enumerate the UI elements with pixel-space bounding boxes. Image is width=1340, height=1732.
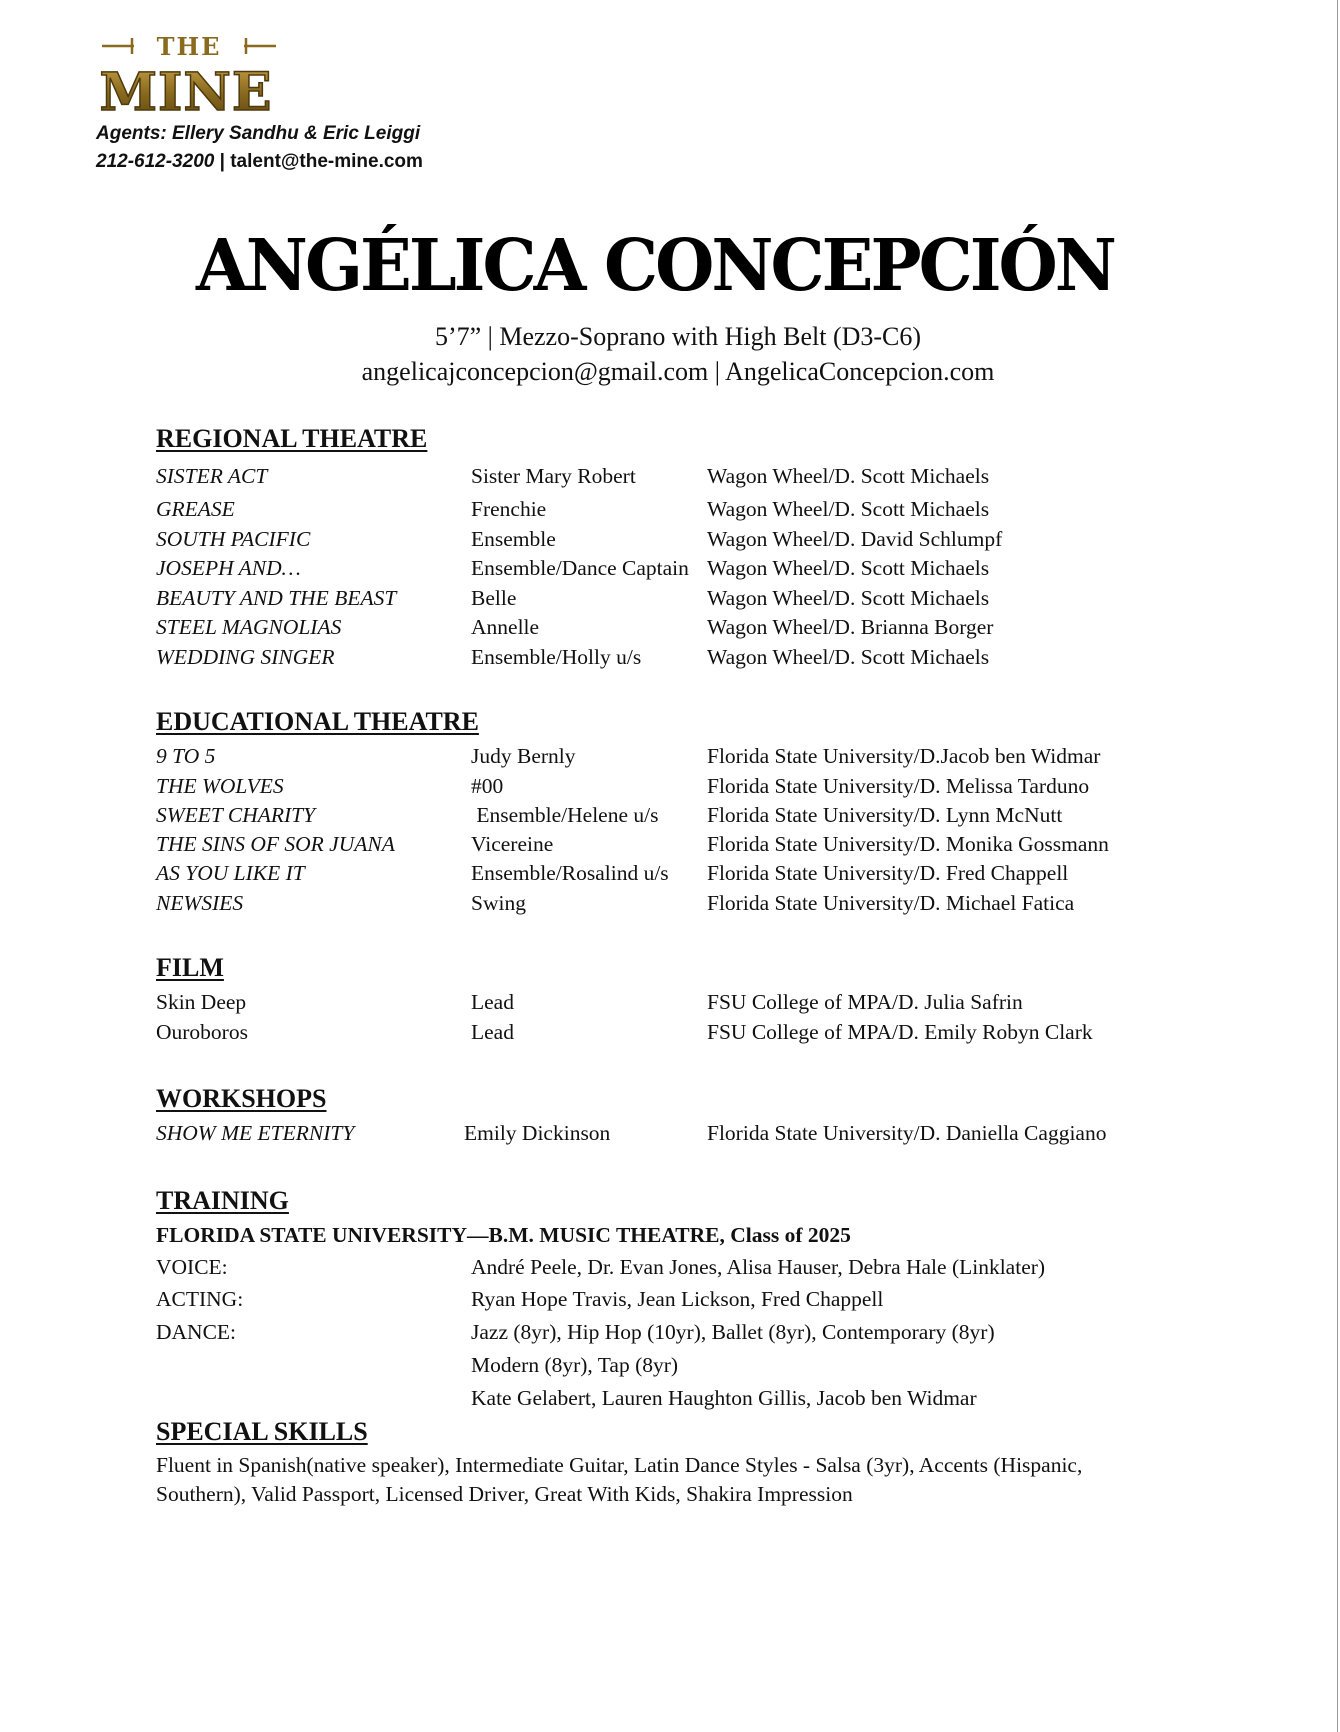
credit-show: GREASE	[156, 497, 235, 521]
credit-show: THE SINS OF SOR JUANA	[156, 832, 395, 856]
credit-row	[156, 988, 1156, 1016]
credit-venue: FSU College of MPA/D. Emily Robyn Clark	[707, 1020, 1093, 1044]
credit-row	[156, 1119, 1156, 1147]
agency-logo	[88, 30, 298, 118]
credit-show: SOUTH PACIFIC	[156, 527, 311, 551]
credit-role: Judy Bernly	[471, 744, 576, 768]
credit-row	[156, 613, 1156, 641]
credit-row	[156, 859, 1156, 887]
credit-row	[156, 830, 1156, 858]
credit-role: #00	[471, 774, 504, 798]
agency-email: talent@the-mine.com	[230, 151, 423, 172]
credit-role: Belle	[471, 586, 517, 610]
credit-venue: Florida State University/D. Melissa Tarduno	[707, 774, 1090, 798]
training-value: Ryan Hope Travis, Jean Lickson, Fred Chappell	[471, 1287, 884, 1311]
credit-row	[156, 643, 1156, 671]
credit-show: SISTER ACT	[156, 464, 268, 488]
credit-venue: FSU College of MPA/D. Julia Safrin	[707, 990, 1023, 1014]
credit-show: Ouroboros	[156, 1020, 248, 1044]
training-row	[156, 1252, 1156, 1282]
section-title-training: TRAINING	[156, 1186, 289, 1215]
credit-role: Ensemble	[471, 527, 556, 551]
credit-show: SWEET CHARITY	[156, 803, 316, 827]
logo-big-word: MINE	[99, 62, 273, 118]
credit-show: BEAUTY AND THE BEAST	[156, 586, 397, 610]
credit-show: 9 TO 5	[156, 744, 216, 768]
credit-row	[156, 584, 1156, 612]
training-label: DANCE:	[156, 1320, 237, 1344]
credit-role: Swing	[471, 891, 526, 915]
credit-role: Ensemble/Dance Captain	[471, 556, 689, 580]
contact-line: angelicajconcepcion@gmail.com | AngelicaConcepcion.com	[361, 357, 995, 386]
training-row	[156, 1383, 1156, 1413]
training-label: VOICE:	[156, 1255, 228, 1279]
credit-show: WEDDING SINGER	[156, 645, 335, 669]
credit-show: Skin Deep	[156, 990, 247, 1014]
section-title-educational: EDUCATIONAL THEATRE	[156, 707, 479, 736]
credit-venue: Florida State University/D.Jacob ben Widmar	[707, 744, 1101, 768]
training-row	[156, 1284, 1156, 1314]
credit-show: AS YOU LIKE IT	[156, 861, 305, 885]
agency-contact	[96, 120, 423, 176]
credit-show: NEWSIES	[156, 891, 244, 915]
credit-show: JOSEPH AND…	[156, 556, 301, 580]
section-title-film: FILM	[156, 953, 224, 982]
training-headline: FLORIDA STATE UNIVERSITY—B.M. MUSIC THEATRE, Class of 2025	[156, 1223, 851, 1247]
credit-venue: Florida State University/D. Michael Fatica	[707, 891, 1075, 915]
credit-show: STEEL MAGNOLIAS	[156, 615, 342, 639]
agency-phone-email-line	[96, 148, 423, 176]
credit-role: Emily Dickinson	[464, 1121, 611, 1145]
credit-venue: Wagon Wheel/D. Scott Michaels	[707, 497, 990, 521]
agency-separator: |	[219, 151, 225, 172]
section-title-skills: SPECIAL SKILLS	[156, 1417, 368, 1446]
performer-name: ANGÉLICA CONCEPCIÓN	[196, 224, 1114, 308]
training-label: ACTING:	[156, 1287, 244, 1311]
credit-venue: Florida State University/D. Daniella Caggiano	[707, 1121, 1107, 1145]
credit-role: Annelle	[471, 615, 540, 639]
vitals-line: 5’7” | Mezzo-Soprano with High Belt (D3-C6)	[434, 322, 922, 351]
agency-phone: 212-612-3200	[96, 151, 215, 172]
credit-role: Vicereine	[471, 832, 554, 856]
credit-row	[156, 889, 1156, 917]
credit-venue: Wagon Wheel/D. Scott Michaels	[707, 556, 990, 580]
credit-venue: Wagon Wheel/D. Scott Michaels	[707, 645, 990, 669]
credit-venue: Wagon Wheel/D. Scott Michaels	[707, 464, 990, 488]
credit-venue: Florida State University/D. Lynn McNutt	[707, 803, 1063, 827]
credit-row	[156, 1018, 1156, 1046]
credit-row	[156, 772, 1156, 800]
agents-line: Agents: Ellery Sandhu & Eric Leiggi	[96, 123, 421, 144]
credit-row	[156, 742, 1156, 770]
credit-venue: Wagon Wheel/D. David Schlumpf	[707, 527, 1003, 551]
credit-venue: Florida State University/D. Monika Gossmann	[707, 832, 1109, 856]
credit-role: Ensemble/Holly u/s	[471, 645, 642, 669]
credit-role: Sister Mary Robert	[471, 464, 636, 488]
credit-row	[156, 495, 1156, 523]
credit-row	[156, 801, 1156, 829]
training-row	[156, 1317, 1156, 1347]
credit-role: Lead	[471, 990, 514, 1014]
credit-venue: Florida State University/D. Fred Chappell	[707, 861, 1069, 885]
training-value: Modern (8yr), Tap (8yr)	[471, 1353, 679, 1377]
credit-role: Ensemble/Rosalind u/s	[471, 861, 669, 885]
section-title-regional: REGIONAL THEATRE	[156, 424, 428, 453]
credit-role: Frenchie	[471, 497, 547, 521]
credit-show: SHOW ME ETERNITY	[156, 1121, 355, 1145]
credit-venue: Wagon Wheel/D. Brianna Borger	[707, 615, 994, 639]
credit-role: Ensemble/Helene u/s	[471, 803, 659, 827]
training-value: Jazz (8yr), Hip Hop (10yr), Ballet (8yr), Contemporary (8yr)	[471, 1320, 995, 1344]
training-value: André Peele, Dr. Evan Jones, Alisa Hauser, Debra Hale (Linklater)	[471, 1255, 1046, 1279]
credit-venue: Wagon Wheel/D. Scott Michaels	[707, 586, 990, 610]
credit-row	[156, 462, 1156, 490]
credit-show: THE WOLVES	[156, 774, 284, 798]
special-skills-text: Fluent in Spanish(native speaker), Intermediate Guitar, Latin Dance Styles - Salsa (3yr), Accents (Hispanic, Southern), Valid Passport, Licensed Driver, Great With Kids, Shakira Impression	[156, 1453, 1083, 1506]
page-edge	[1337, 0, 1338, 1732]
credit-row	[156, 525, 1156, 553]
credit-role: Lead	[471, 1020, 514, 1044]
training-value: Kate Gelabert, Lauren Haughton Gillis, Jacob ben Widmar	[471, 1386, 977, 1410]
logo-small-word: THE	[156, 32, 222, 61]
training-row	[156, 1350, 1156, 1380]
credit-row	[156, 554, 1156, 582]
the-mine-logo-icon	[88, 30, 298, 118]
section-title-workshops: WORKSHOPS	[156, 1084, 327, 1113]
